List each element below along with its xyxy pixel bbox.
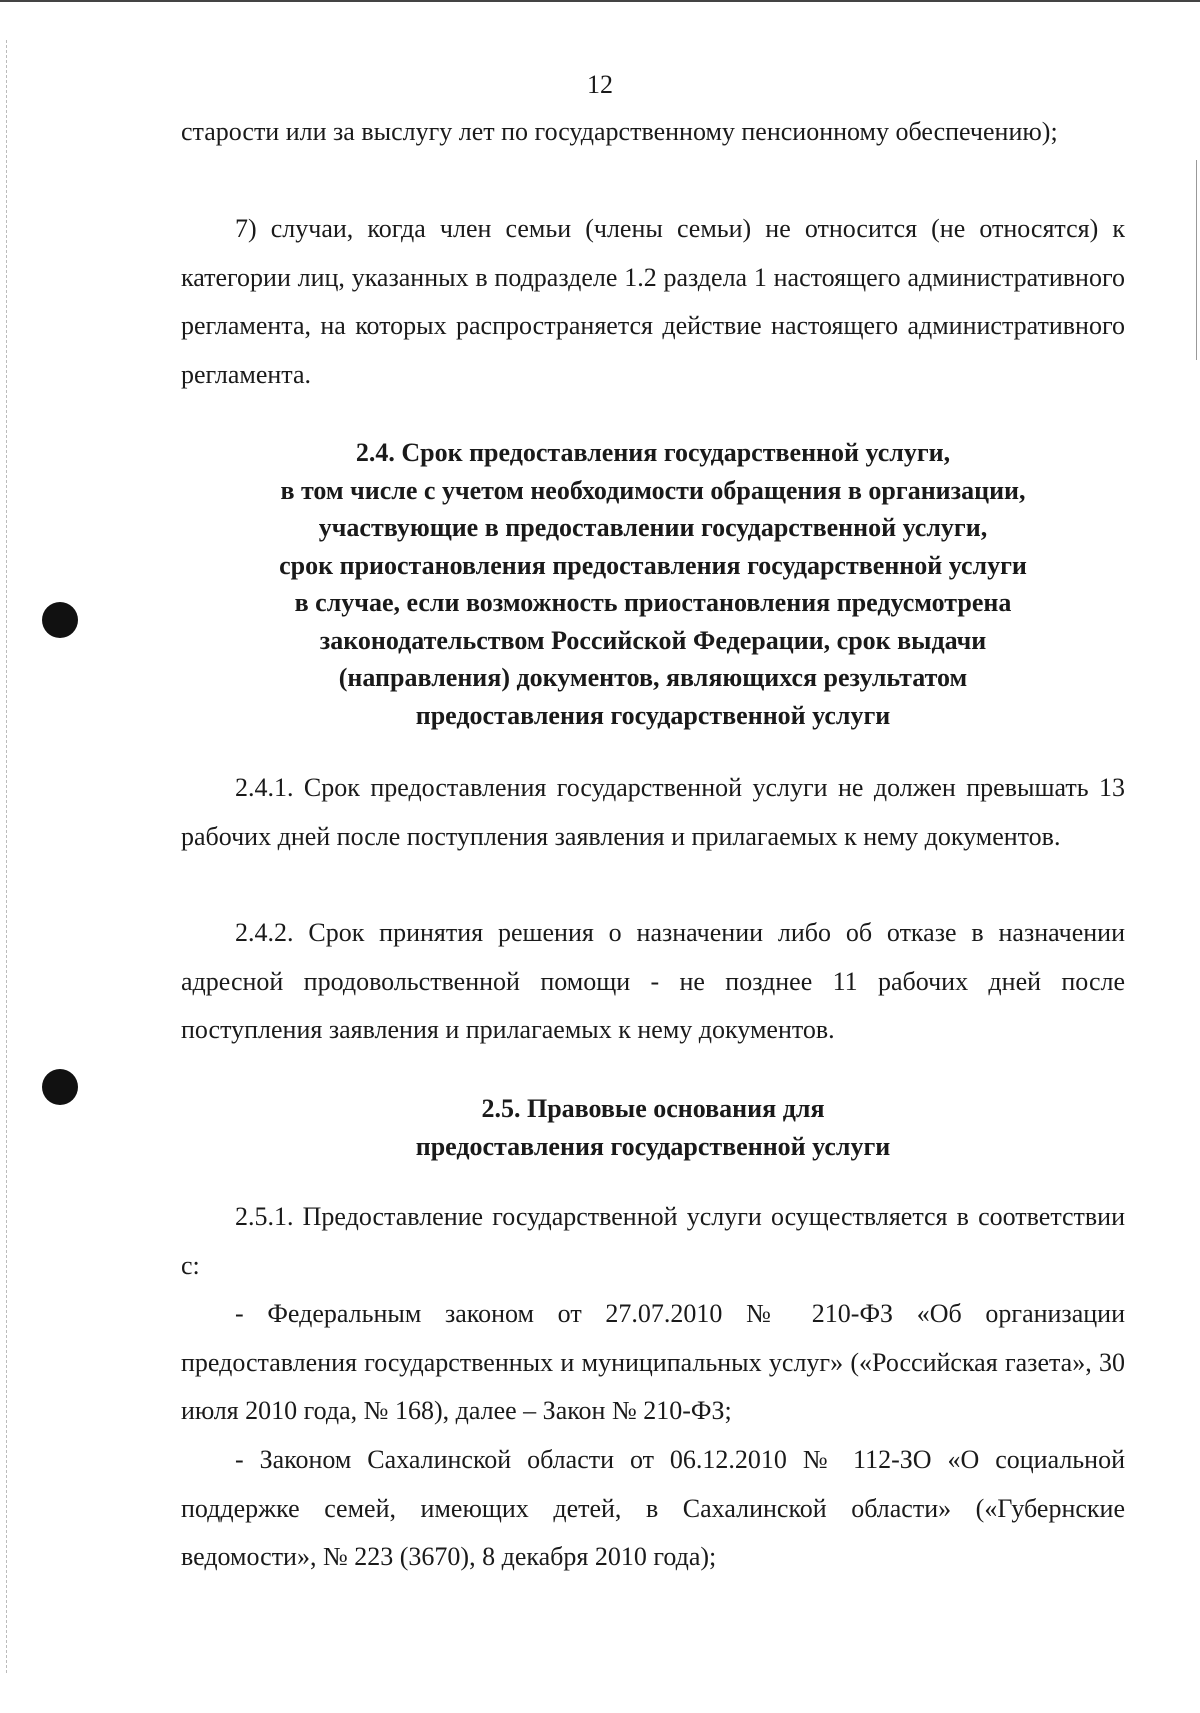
scan-left-edge bbox=[6, 40, 8, 1673]
heading-line: в том числе с учетом необходимости обращения в организации, bbox=[280, 475, 1026, 505]
heading-line: 2.4. Срок предоставления государственной услуги, bbox=[355, 438, 951, 467]
paragraph-2-4-1: 2.4.1. Срок предоставления государственной услуги не должен превышать 13 рабочих дней после поступления заявления и прилагаемых к нему документов. bbox=[181, 773, 1125, 851]
heading-line: (направления) документов, являющихся результатом bbox=[338, 663, 968, 692]
scan-top-border bbox=[0, 0, 1200, 2]
section-heading-2-4 bbox=[181, 434, 1125, 734]
section-heading-2-5 bbox=[181, 1090, 1125, 1165]
scan-right-edge bbox=[1196, 160, 1197, 360]
punch-hole-icon bbox=[42, 602, 78, 638]
heading-line: предоставления государственной услуги bbox=[415, 700, 891, 730]
heading-line: в случае, если возможность приостановления предусмотрена bbox=[294, 588, 1012, 617]
heading-line: предоставления государственной услуги bbox=[415, 1131, 891, 1161]
heading-line: участвующие в предоставлении государственной услуги, bbox=[318, 513, 988, 542]
paragraph-item-7: 7) случаи, когда член семьи (члены семьи) не относится (не относятся) к категории лиц, указанных в подразделе 1.2 раздела 1 настоящего административного регламента, на которых распространяется действие настоящего административного регламента. bbox=[181, 214, 1125, 389]
paragraph-continuation: старости или за выслугу лет по государственному пенсионному обеспечению); bbox=[181, 117, 1058, 146]
paragraph-2-4-2: 2.4.2. Срок принятия решения о назначении либо об отказе в назначении адресной продовольственной помощи - не позднее 11 рабочих дней после поступления заявления и прилагаемых к нему документов. bbox=[181, 918, 1125, 1044]
heading-line: срок приостановления предоставления государственной услуги bbox=[279, 550, 1027, 580]
paragraph-law-112: - Законом Сахалинской области от 06.12.2010 № 112-ЗО «О социальной поддержке семей, имеющих детей, в Сахалинской области» («Губернские ведомости», № 223 (3670), 8 декабря 2010 года); bbox=[181, 1445, 1125, 1571]
heading-line: законодательством Российской Федерации, срок выдачи bbox=[319, 625, 987, 655]
punch-hole-icon bbox=[42, 1069, 78, 1105]
paragraph-law-210: - Федеральным законом от 27.07.2010 № 210-ФЗ «Об организации предоставления государственных и муниципальных услуг» («Российская газета», 30 июля 2010 года, № 168), далее – Закон № 210-ФЗ; bbox=[181, 1299, 1125, 1425]
page-number: 12 bbox=[587, 70, 613, 99]
heading-line: 2.5. Правовые основания для bbox=[481, 1094, 825, 1123]
paragraph-2-5-1: 2.5.1. Предоставление государственной услуги осуществляется в соответствии с: bbox=[181, 1202, 1125, 1280]
